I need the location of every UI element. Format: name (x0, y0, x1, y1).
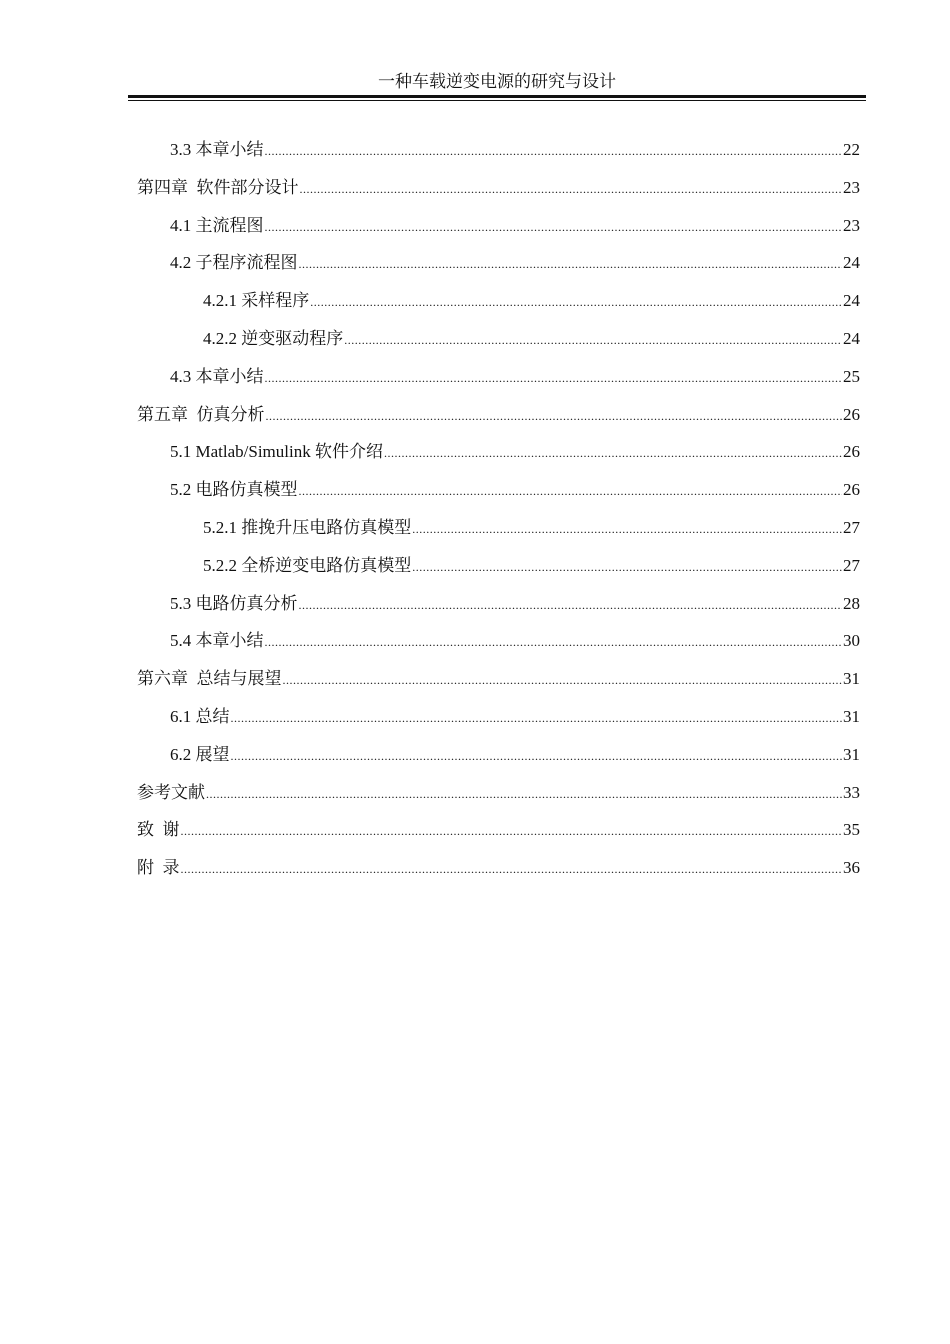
toc-entry-page-number: 24 (843, 291, 860, 311)
table-of-contents (137, 136, 860, 892)
toc-entry[interactable] (137, 174, 860, 212)
toc-entry-page-number: 30 (843, 631, 860, 651)
toc-entry-page-number: 31 (843, 669, 860, 689)
toc-entry[interactable] (137, 779, 860, 817)
toc-entry-label: 6.1 总结 (170, 706, 230, 726)
toc-entry-label: 第四章 软件部分设计 (137, 177, 299, 197)
toc-entry-page-number: 31 (843, 706, 860, 726)
toc-entry-label: 致 谢 (137, 820, 180, 840)
dot-leader (384, 439, 842, 467)
toc-entry[interactable] (137, 363, 860, 401)
toc-entry[interactable] (137, 741, 860, 779)
toc-entry-page-number: 36 (843, 858, 860, 878)
header-rule-thin (128, 100, 866, 101)
toc-entry-page-number: 35 (843, 820, 860, 840)
toc-entry-label: 4.3 本章小结 (170, 366, 264, 386)
dot-leader (299, 250, 843, 278)
toc-entry-label: 5.2.2 全桥逆变电路仿真模型 (203, 555, 412, 575)
toc-entry[interactable] (137, 476, 860, 514)
toc-entry-page-number: 23 (843, 215, 860, 235)
toc-entry[interactable] (137, 287, 860, 325)
toc-entry[interactable] (137, 854, 860, 892)
dot-leader (310, 288, 842, 316)
dot-leader (206, 780, 842, 808)
toc-entry[interactable] (137, 438, 860, 476)
toc-entry-page-number: 22 (843, 140, 860, 159)
toc-entry-label: 第五章 仿真分析 (137, 404, 265, 424)
dot-leader (299, 591, 843, 619)
toc-entry-label: 5.1 Matlab/Simulink 软件介绍 (170, 442, 383, 462)
dot-leader (181, 817, 843, 845)
toc-entry-page-number: 33 (843, 782, 860, 802)
header-rule-thick (128, 95, 866, 98)
toc-entry-page-number: 24 (843, 328, 860, 348)
toc-entry-page-number: 31 (843, 744, 860, 764)
dot-leader (265, 213, 843, 241)
toc-entry-page-number: 23 (843, 177, 860, 197)
toc-entry-page-number: 26 (843, 442, 860, 462)
toc-entry-page-number: 27 (843, 555, 860, 575)
toc-entry-label: 参考文献 (137, 782, 205, 802)
toc-entry[interactable] (137, 249, 860, 287)
toc-entry-label: 5.2 电路仿真模型 (170, 480, 298, 500)
dot-leader (412, 515, 842, 543)
toc-entry[interactable] (137, 590, 860, 628)
toc-entry[interactable] (137, 816, 860, 854)
dot-leader (266, 402, 843, 430)
toc-entry[interactable] (137, 212, 860, 250)
document-title: 一种车载逆变电源的研究与设计 (378, 72, 616, 91)
toc-entry[interactable] (137, 401, 860, 439)
toc-entry-page-number: 25 (843, 366, 860, 386)
dot-leader (412, 553, 842, 581)
toc-entry-page-number: 26 (843, 480, 860, 500)
dot-leader (265, 364, 843, 392)
toc-entry-label: 5.4 本章小结 (170, 631, 264, 651)
dot-leader (265, 137, 843, 165)
toc-entry[interactable] (137, 514, 860, 552)
toc-entry-label: 第六章 总结与展望 (137, 669, 282, 689)
toc-entry-label: 5.3 电路仿真分析 (170, 593, 298, 613)
toc-entry-label: 4.1 主流程图 (170, 215, 264, 235)
toc-entry[interactable] (137, 665, 860, 703)
dot-leader (344, 326, 842, 354)
toc-entry[interactable] (137, 552, 860, 590)
toc-entry-page-number: 24 (843, 253, 860, 273)
toc-entry-label: 附 录 (137, 858, 180, 878)
toc-entry-page-number: 28 (843, 593, 860, 613)
dot-leader (283, 666, 843, 694)
toc-entry[interactable] (137, 703, 860, 741)
dot-leader (300, 175, 843, 203)
toc-entry-page-number: 27 (843, 517, 860, 537)
dot-leader (181, 855, 843, 883)
dot-leader (231, 704, 843, 732)
dot-leader (265, 628, 843, 656)
toc-entry-label: 5.2.1 推挽升压电路仿真模型 (203, 517, 412, 537)
toc-entry-page-number: 26 (843, 404, 860, 424)
page-header (128, 70, 866, 101)
dot-leader (231, 742, 843, 770)
toc-entry-label: 4.2.1 采样程序 (203, 291, 310, 311)
toc-entry[interactable] (137, 136, 860, 174)
toc-entry-label: 3.3 本章小结 (170, 140, 264, 159)
dot-leader (299, 477, 843, 505)
toc-entry-label: 6.2 展望 (170, 744, 230, 764)
toc-entry-label: 4.2 子程序流程图 (170, 253, 298, 273)
toc-entry[interactable] (137, 325, 860, 363)
toc-entry-label: 4.2.2 逆变驱动程序 (203, 328, 344, 348)
toc-entry[interactable] (137, 627, 860, 665)
